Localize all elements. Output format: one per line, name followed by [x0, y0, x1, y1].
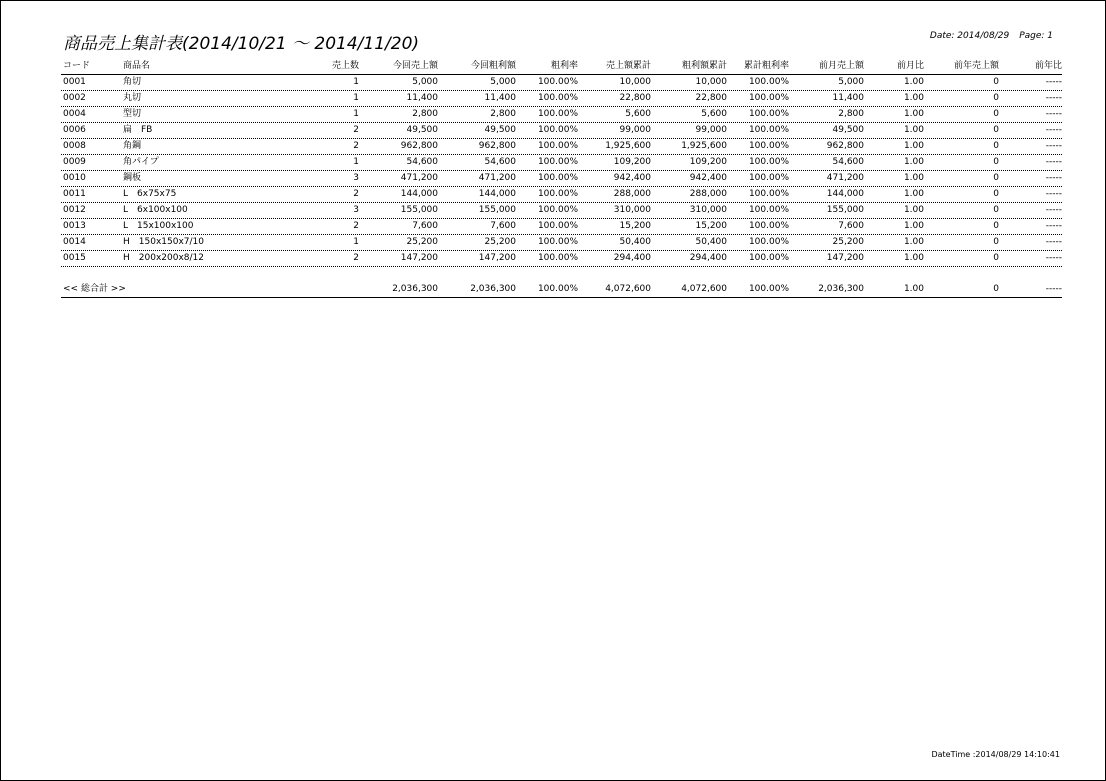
- cell-code: 0014: [63, 237, 86, 247]
- cell-cum-profit: 310,000: [689, 205, 727, 215]
- total-last-month-sales: 2,036,300: [818, 284, 864, 294]
- cell-last-year-sales: 0: [993, 173, 999, 183]
- cell-last-month-ratio: 1.00: [903, 77, 924, 87]
- cell-code: 0010: [63, 173, 86, 183]
- cell-qty: 2: [353, 125, 359, 135]
- total-rate: 100.00%: [537, 284, 578, 294]
- cell-sales: 147,200: [400, 253, 438, 263]
- cell-sales: 144,000: [400, 189, 438, 199]
- col-header-last-year-ratio: 前年比: [1034, 61, 1062, 71]
- cell-last-year-ratio: -----: [1045, 253, 1062, 263]
- cell-last-month-sales: 25,200: [832, 237, 864, 247]
- cell-last-year-ratio: -----: [1045, 189, 1062, 199]
- cell-profit: 2,800: [490, 109, 516, 119]
- cell-last-year-ratio: -----: [1045, 109, 1062, 119]
- cell-last-year-ratio: -----: [1045, 125, 1062, 135]
- cell-name: 角切: [123, 77, 142, 87]
- col-header-cum-rate: 累計粗利率: [743, 61, 789, 71]
- cell-name: 鋼板: [123, 173, 142, 183]
- table-row: [61, 251, 1062, 267]
- cell-cum-profit: 288,000: [689, 189, 727, 199]
- cell-cum-sales: 5,600: [625, 109, 651, 119]
- cell-cum-profit: 109,200: [689, 157, 727, 167]
- print-datetime: DateTime :2014/08/29 14:10:41: [931, 750, 1060, 759]
- cell-profit: 7,600: [490, 221, 516, 231]
- table-row: [61, 203, 1062, 219]
- cell-cum-sales: 10,000: [619, 77, 651, 87]
- cell-last-month-ratio: 1.00: [903, 109, 924, 119]
- cell-code: 0004: [63, 109, 86, 119]
- sales-summary-table: [61, 59, 1062, 298]
- cell-last-year-sales: 0: [993, 237, 999, 247]
- total-last-month-ratio: 1.00: [903, 284, 924, 294]
- report-title: 商品売上集計表(2014/10/21 ～ 2014/11/20): [63, 34, 420, 54]
- cell-code: 0006: [63, 125, 86, 135]
- cell-cum-sales: 99,000: [619, 125, 651, 135]
- cell-last-year-sales: 0: [993, 93, 999, 103]
- cell-last-month-sales: 147,200: [826, 253, 864, 263]
- cell-profit: 49,500: [484, 125, 516, 135]
- page-number: Page: 1: [1019, 31, 1053, 41]
- cell-rate: 100.00%: [537, 189, 578, 199]
- date-page-info: [930, 31, 1053, 41]
- cell-rate: 100.00%: [537, 205, 578, 215]
- cell-cum-profit: 5,600: [701, 109, 727, 119]
- total-label: << 総合計 >>: [63, 284, 126, 294]
- cell-last-month-ratio: 1.00: [903, 157, 924, 167]
- cell-rate: 100.00%: [537, 221, 578, 231]
- cell-profit: 25,200: [484, 237, 516, 247]
- cell-cum-rate: 100.00%: [748, 125, 789, 135]
- table-row: [61, 219, 1062, 235]
- cell-cum-rate: 100.00%: [748, 173, 789, 183]
- cell-name: 角鋼: [123, 141, 142, 151]
- cell-qty: 3: [353, 173, 359, 183]
- col-header-profit: 今回粗利額: [470, 61, 516, 71]
- cell-cum-sales: 15,200: [619, 221, 651, 231]
- table-row: [61, 235, 1062, 251]
- cell-cum-sales: 50,400: [619, 237, 651, 247]
- total-spacer: [61, 267, 1062, 282]
- cell-code: 0015: [63, 253, 86, 263]
- cell-sales: 471,200: [400, 173, 438, 183]
- cell-profit: 471,200: [478, 173, 516, 183]
- cell-last-month-sales: 962,800: [826, 141, 864, 151]
- col-header-cum-sales: 売上額累計: [605, 61, 651, 71]
- cell-cum-sales: 310,000: [613, 205, 651, 215]
- total-sales: 2,036,300: [392, 284, 438, 294]
- cell-profit: 5,000: [490, 77, 516, 87]
- table-row: [61, 171, 1062, 187]
- cell-code: 0012: [63, 205, 86, 215]
- cell-cum-profit: 294,400: [689, 253, 727, 263]
- cell-last-month-ratio: 1.00: [903, 93, 924, 103]
- cell-last-year-ratio: -----: [1045, 173, 1062, 183]
- cell-cum-rate: 100.00%: [748, 253, 789, 263]
- cell-profit: 962,800: [478, 141, 516, 151]
- table-row: [61, 155, 1062, 171]
- cell-cum-profit: 942,400: [689, 173, 727, 183]
- cell-last-month-sales: 54,600: [832, 157, 864, 167]
- cell-qty: 2: [353, 253, 359, 263]
- total-cum-rate: 100.00%: [748, 284, 789, 294]
- cell-cum-sales: 294,400: [613, 253, 651, 263]
- cell-qty: 1: [353, 93, 359, 103]
- cell-rate: 100.00%: [537, 93, 578, 103]
- col-header-last-year-sales: 前年売上額: [953, 61, 999, 71]
- total-profit: 2,036,300: [470, 284, 516, 294]
- cell-name: L 6x75x75: [123, 189, 177, 199]
- cell-rate: 100.00%: [537, 253, 578, 263]
- cell-cum-rate: 100.00%: [748, 189, 789, 199]
- cell-last-year-ratio: -----: [1045, 157, 1062, 167]
- cell-qty: 3: [353, 205, 359, 215]
- cell-name: 丸切: [123, 93, 142, 103]
- cell-rate: 100.00%: [537, 237, 578, 247]
- total-cum-profit: 4,072,600: [681, 284, 727, 294]
- cell-last-year-ratio: -----: [1045, 77, 1062, 87]
- col-header-qty: 売上数: [331, 61, 359, 71]
- col-header-cum-profit: 粗利額累計: [681, 61, 727, 71]
- cell-qty: 2: [353, 221, 359, 231]
- col-header-last-month-sales: 前月売上額: [818, 61, 864, 71]
- report-date: Date: 2014/08/29: [929, 31, 1010, 41]
- cell-last-year-sales: 0: [993, 125, 999, 135]
- cell-cum-profit: 1,925,600: [681, 141, 727, 151]
- cell-last-year-sales: 0: [993, 77, 999, 87]
- cell-cum-rate: 100.00%: [748, 141, 789, 151]
- cell-last-year-ratio: -----: [1045, 205, 1062, 215]
- cell-last-month-sales: 2,800: [838, 109, 864, 119]
- cell-last-month-sales: 49,500: [832, 125, 864, 135]
- cell-qty: 1: [353, 237, 359, 247]
- cell-sales: 49,500: [406, 125, 438, 135]
- cell-last-month-sales: 471,200: [826, 173, 864, 183]
- cell-sales: 155,000: [400, 205, 438, 215]
- cell-rate: 100.00%: [537, 125, 578, 135]
- cell-last-month-sales: 11,400: [832, 93, 864, 103]
- cell-sales: 5,000: [412, 77, 438, 87]
- cell-name: L 15x100x100: [123, 221, 194, 231]
- cell-name: H 200x200x8/12: [123, 253, 204, 263]
- cell-cum-sales: 942,400: [613, 173, 651, 183]
- cell-last-year-ratio: -----: [1045, 141, 1062, 151]
- cell-cum-rate: 100.00%: [748, 93, 789, 103]
- cell-last-month-ratio: 1.00: [903, 221, 924, 231]
- cell-sales: 2,800: [412, 109, 438, 119]
- cell-last-month-sales: 7,600: [838, 221, 864, 231]
- cell-qty: 2: [353, 141, 359, 151]
- table-row: [61, 75, 1062, 91]
- cell-last-month-ratio: 1.00: [903, 205, 924, 215]
- cell-cum-rate: 100.00%: [748, 237, 789, 247]
- col-header-rate: 粗利率: [550, 61, 578, 71]
- cell-qty: 2: [353, 189, 359, 199]
- cell-code: 0008: [63, 141, 86, 151]
- cell-last-month-sales: 155,000: [826, 205, 864, 215]
- cell-last-month-sales: 5,000: [838, 77, 864, 87]
- cell-last-month-ratio: 1.00: [903, 189, 924, 199]
- cell-last-year-ratio: -----: [1045, 93, 1062, 103]
- cell-code: 0001: [63, 77, 86, 87]
- col-header-last-month-ratio: 前月比: [896, 61, 924, 71]
- col-header-sales: 今回売上額: [392, 61, 438, 71]
- cell-qty: 1: [353, 157, 359, 167]
- total-last-year-ratio: -----: [1045, 284, 1062, 294]
- cell-sales: 54,600: [406, 157, 438, 167]
- table-row: [61, 187, 1062, 203]
- cell-last-year-sales: 0: [993, 141, 999, 151]
- cell-last-month-ratio: 1.00: [903, 173, 924, 183]
- cell-cum-sales: 109,200: [613, 157, 651, 167]
- table-row: [61, 107, 1062, 123]
- cell-last-month-ratio: 1.00: [903, 253, 924, 263]
- cell-cum-sales: 288,000: [613, 189, 651, 199]
- col-header-name: 商品名: [123, 61, 151, 71]
- cell-profit: 147,200: [478, 253, 516, 263]
- cell-name: 型切: [123, 109, 142, 119]
- cell-rate: 100.00%: [537, 109, 578, 119]
- table-header: [61, 59, 1062, 75]
- cell-last-year-sales: 0: [993, 157, 999, 167]
- cell-cum-rate: 100.00%: [748, 157, 789, 167]
- cell-cum-profit: 15,200: [695, 221, 727, 231]
- total-row: [61, 282, 1062, 298]
- cell-sales: 11,400: [406, 93, 438, 103]
- cell-sales: 7,600: [412, 221, 438, 231]
- cell-cum-rate: 100.00%: [748, 205, 789, 215]
- cell-code: 0013: [63, 221, 86, 231]
- cell-cum-sales: 22,800: [619, 93, 651, 103]
- cell-sales: 962,800: [400, 141, 438, 151]
- cell-cum-rate: 100.00%: [748, 109, 789, 119]
- cell-last-month-ratio: 1.00: [903, 141, 924, 151]
- cell-rate: 100.00%: [537, 77, 578, 87]
- cell-sales: 25,200: [406, 237, 438, 247]
- table-row: [61, 139, 1062, 155]
- cell-last-year-ratio: -----: [1045, 237, 1062, 247]
- total-last-year-sales: 0: [993, 284, 999, 294]
- cell-profit: 54,600: [484, 157, 516, 167]
- cell-rate: 100.00%: [537, 141, 578, 151]
- cell-profit: 144,000: [478, 189, 516, 199]
- cell-cum-profit: 50,400: [695, 237, 727, 247]
- cell-name: 角パイプ: [123, 157, 159, 167]
- cell-code: 0002: [63, 93, 86, 103]
- table-row: [61, 123, 1062, 139]
- cell-cum-rate: 100.00%: [748, 77, 789, 87]
- cell-rate: 100.00%: [537, 173, 578, 183]
- cell-last-year-sales: 0: [993, 221, 999, 231]
- cell-code: 0011: [63, 189, 86, 199]
- total-cum-sales: 4,072,600: [605, 284, 651, 294]
- cell-last-year-sales: 0: [993, 253, 999, 263]
- cell-cum-profit: 22,800: [695, 93, 727, 103]
- cell-cum-profit: 10,000: [695, 77, 727, 87]
- cell-last-year-sales: 0: [993, 205, 999, 215]
- cell-name: L 6x100x100: [123, 205, 188, 215]
- cell-profit: 155,000: [478, 205, 516, 215]
- cell-last-month-ratio: 1.00: [903, 237, 924, 247]
- table-body: [61, 75, 1062, 267]
- cell-code: 0009: [63, 157, 86, 167]
- cell-cum-profit: 99,000: [695, 125, 727, 135]
- col-header-code: コード: [63, 61, 91, 71]
- cell-last-year-sales: 0: [993, 189, 999, 199]
- cell-cum-rate: 100.00%: [748, 221, 789, 231]
- table-row: [61, 91, 1062, 107]
- cell-profit: 11,400: [484, 93, 516, 103]
- cell-name: 扁 FB: [123, 125, 153, 135]
- cell-last-month-ratio: 1.00: [903, 125, 924, 135]
- cell-rate: 100.00%: [537, 157, 578, 167]
- cell-qty: 1: [353, 109, 359, 119]
- cell-cum-sales: 1,925,600: [605, 141, 651, 151]
- cell-last-year-sales: 0: [993, 109, 999, 119]
- cell-last-year-ratio: -----: [1045, 221, 1062, 231]
- cell-name: H 150x150x7/10: [123, 237, 204, 247]
- cell-last-month-sales: 144,000: [826, 189, 864, 199]
- cell-qty: 1: [353, 77, 359, 87]
